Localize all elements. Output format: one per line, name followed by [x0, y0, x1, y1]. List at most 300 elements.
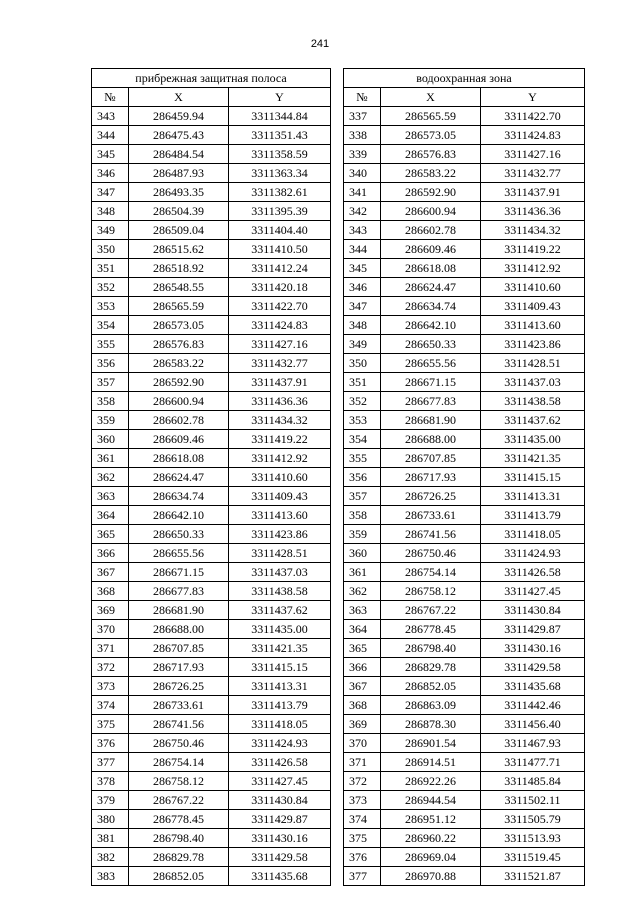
point-number-cell: 347 [344, 297, 381, 316]
y-coordinate-cell: 3311420.18 [229, 278, 331, 297]
y-coordinate-cell: 3311519.45 [481, 848, 585, 867]
y-coordinate-cell: 3311419.22 [481, 240, 585, 259]
page-number: 241 [310, 38, 330, 50]
x-coordinate-cell: 286681.90 [381, 411, 481, 430]
point-number-cell: 340 [344, 164, 381, 183]
table-row [344, 183, 585, 202]
table-title-row [344, 69, 585, 88]
y-coordinate-cell: 3311413.31 [229, 677, 331, 696]
table-row [92, 183, 331, 202]
x-coordinate-cell: 286733.61 [129, 696, 229, 715]
x-coordinate-cell: 286922.26 [381, 772, 481, 791]
point-number-cell: 352 [344, 392, 381, 411]
x-coordinate-cell: 286750.46 [381, 544, 481, 563]
x-coordinate-cell: 286583.22 [381, 164, 481, 183]
point-number-cell: 349 [92, 221, 129, 240]
table-row [344, 107, 585, 126]
table-row [344, 696, 585, 715]
table-row [92, 696, 331, 715]
y-coordinate-cell: 3311404.40 [229, 221, 331, 240]
y-coordinate-cell: 3311434.32 [229, 411, 331, 430]
table-row [344, 829, 585, 848]
point-number-cell: 371 [92, 639, 129, 658]
x-coordinate-cell: 286650.33 [129, 525, 229, 544]
point-number-cell: 344 [344, 240, 381, 259]
y-coordinate-cell: 3311422.70 [481, 107, 585, 126]
x-coordinate-cell: 286504.39 [129, 202, 229, 221]
x-coordinate-cell: 286717.93 [129, 658, 229, 677]
point-number-cell: 358 [92, 392, 129, 411]
x-coordinate-cell: 286624.47 [381, 278, 481, 297]
x-coordinate-cell: 286493.35 [129, 183, 229, 202]
y-coordinate-cell: 3311477.71 [481, 753, 585, 772]
y-coordinate-cell: 3311435.68 [229, 867, 331, 886]
table-row [344, 620, 585, 639]
x-coordinate-cell: 286863.09 [381, 696, 481, 715]
table-row [92, 278, 331, 297]
point-number-cell: 351 [344, 373, 381, 392]
x-coordinate-cell: 286573.05 [129, 316, 229, 335]
y-coordinate-cell: 3311413.60 [481, 316, 585, 335]
y-coordinate-cell: 3311427.45 [481, 582, 585, 601]
x-coordinate-cell: 286642.10 [129, 506, 229, 525]
x-coordinate-cell: 286573.05 [381, 126, 481, 145]
point-number-cell: 364 [344, 620, 381, 639]
point-number-cell: 338 [344, 126, 381, 145]
x-coordinate-cell: 286592.90 [381, 183, 481, 202]
point-number-cell: 339 [344, 145, 381, 164]
x-coordinate-cell: 286707.85 [381, 449, 481, 468]
table-row [344, 582, 585, 601]
table-row [92, 392, 331, 411]
x-coordinate-cell: 286677.83 [381, 392, 481, 411]
table-row [344, 411, 585, 430]
table-row [344, 677, 585, 696]
x-coordinate-cell: 286671.15 [129, 563, 229, 582]
table-row [92, 563, 331, 582]
point-number-cell: 345 [344, 259, 381, 278]
point-number-cell: 378 [92, 772, 129, 791]
y-coordinate-cell: 3311423.86 [481, 335, 585, 354]
x-coordinate-cell: 286650.33 [381, 335, 481, 354]
x-coordinate-cell: 286509.04 [129, 221, 229, 240]
point-number-cell: 356 [344, 468, 381, 487]
table-row [92, 373, 331, 392]
point-number-cell: 350 [344, 354, 381, 373]
y-coordinate-cell: 3311421.35 [481, 449, 585, 468]
table-row [92, 601, 331, 620]
x-coordinate-cell: 286565.59 [381, 107, 481, 126]
x-coordinate-cell: 286767.22 [129, 791, 229, 810]
x-coordinate-cell: 286969.04 [381, 848, 481, 867]
point-number-cell: 353 [92, 297, 129, 316]
table-row [344, 335, 585, 354]
x-coordinate-cell: 286576.83 [381, 145, 481, 164]
point-number-cell: 358 [344, 506, 381, 525]
y-coordinate-cell: 3311430.84 [481, 601, 585, 620]
table-row [344, 506, 585, 525]
table-row [344, 145, 585, 164]
x-coordinate-cell: 286655.56 [129, 544, 229, 563]
table-header-row [92, 88, 331, 107]
point-number-cell: 380 [92, 810, 129, 829]
table-row [344, 259, 585, 278]
x-coordinate-cell: 286778.45 [129, 810, 229, 829]
table-row [92, 354, 331, 373]
table-row [92, 164, 331, 183]
y-coordinate-cell: 3311415.15 [481, 468, 585, 487]
point-number-cell: 368 [344, 696, 381, 715]
y-coordinate-cell: 3311502.11 [481, 791, 585, 810]
point-number-cell: 363 [344, 601, 381, 620]
point-number-cell: 361 [92, 449, 129, 468]
point-number-cell: 354 [344, 430, 381, 449]
point-number-cell: 359 [344, 525, 381, 544]
y-coordinate-cell: 3311505.79 [481, 810, 585, 829]
point-number-cell: 375 [92, 715, 129, 734]
table-row [344, 164, 585, 183]
table-row [92, 677, 331, 696]
x-coordinate-cell: 286717.93 [381, 468, 481, 487]
x-coordinate-cell: 286600.94 [381, 202, 481, 221]
y-coordinate-cell: 3311430.16 [481, 639, 585, 658]
table-row [344, 297, 585, 316]
point-number-cell: 351 [92, 259, 129, 278]
table-row [344, 373, 585, 392]
point-number-cell: 360 [344, 544, 381, 563]
y-coordinate-cell: 3311410.60 [481, 278, 585, 297]
y-coordinate-cell: 3311430.16 [229, 829, 331, 848]
column-header-number: № [344, 88, 381, 107]
y-coordinate-cell: 3311467.93 [481, 734, 585, 753]
x-coordinate-cell: 286707.85 [129, 639, 229, 658]
point-number-cell: 383 [92, 867, 129, 886]
x-coordinate-cell: 286688.00 [381, 430, 481, 449]
table-row [344, 487, 585, 506]
point-number-cell: 381 [92, 829, 129, 848]
x-coordinate-cell: 286852.05 [129, 867, 229, 886]
y-coordinate-cell: 3311437.62 [229, 601, 331, 620]
table-row [344, 430, 585, 449]
table-row [92, 810, 331, 829]
y-coordinate-cell: 3311344.84 [229, 107, 331, 126]
table-row [344, 202, 585, 221]
y-coordinate-cell: 3311410.60 [229, 468, 331, 487]
table-row [344, 316, 585, 335]
point-number-cell: 366 [344, 658, 381, 677]
x-coordinate-cell: 286754.14 [381, 563, 481, 582]
column-header-x: X [381, 88, 481, 107]
table-row [344, 354, 585, 373]
point-number-cell: 344 [92, 126, 129, 145]
y-coordinate-cell: 3311437.91 [229, 373, 331, 392]
y-coordinate-cell: 3311424.93 [229, 734, 331, 753]
x-coordinate-cell: 286741.56 [381, 525, 481, 544]
table-row [92, 202, 331, 221]
table-row [344, 734, 585, 753]
water-protection-zone-table [343, 68, 585, 886]
table-row [344, 753, 585, 772]
x-coordinate-cell: 286518.92 [129, 259, 229, 278]
x-coordinate-cell: 286767.22 [381, 601, 481, 620]
point-number-cell: 346 [92, 164, 129, 183]
table-row [92, 297, 331, 316]
y-coordinate-cell: 3311429.87 [229, 810, 331, 829]
table-row [92, 468, 331, 487]
y-coordinate-cell: 3311438.58 [229, 582, 331, 601]
y-coordinate-cell: 3311426.58 [229, 753, 331, 772]
table-row [92, 221, 331, 240]
x-coordinate-cell: 286459.94 [129, 107, 229, 126]
x-coordinate-cell: 286624.47 [129, 468, 229, 487]
table-row [344, 772, 585, 791]
x-coordinate-cell: 286798.40 [129, 829, 229, 848]
y-coordinate-cell: 3311434.32 [481, 221, 585, 240]
x-coordinate-cell: 286688.00 [129, 620, 229, 639]
x-coordinate-cell: 286798.40 [381, 639, 481, 658]
table-row [344, 639, 585, 658]
table-row [92, 107, 331, 126]
x-coordinate-cell: 286726.25 [129, 677, 229, 696]
x-coordinate-cell: 286733.61 [381, 506, 481, 525]
point-number-cell: 382 [92, 848, 129, 867]
y-coordinate-cell: 3311410.50 [229, 240, 331, 259]
x-coordinate-cell: 286487.93 [129, 164, 229, 183]
x-coordinate-cell: 286642.10 [381, 316, 481, 335]
y-coordinate-cell: 3311424.83 [481, 126, 585, 145]
point-number-cell: 368 [92, 582, 129, 601]
table-row [92, 259, 331, 278]
y-coordinate-cell: 3311427.16 [481, 145, 585, 164]
y-coordinate-cell: 3311409.43 [481, 297, 585, 316]
point-number-cell: 369 [92, 601, 129, 620]
x-coordinate-cell: 286634.74 [129, 487, 229, 506]
table-row [344, 867, 585, 886]
x-coordinate-cell: 286878.30 [381, 715, 481, 734]
y-coordinate-cell: 3311422.70 [229, 297, 331, 316]
y-coordinate-cell: 3311427.16 [229, 335, 331, 354]
table-row [92, 715, 331, 734]
point-number-cell: 361 [344, 563, 381, 582]
point-number-cell: 352 [92, 278, 129, 297]
point-number-cell: 347 [92, 183, 129, 202]
x-coordinate-cell: 286548.55 [129, 278, 229, 297]
y-coordinate-cell: 3311429.58 [481, 658, 585, 677]
x-coordinate-cell: 286592.90 [129, 373, 229, 392]
table-title-row [92, 69, 331, 88]
y-coordinate-cell: 3311485.84 [481, 772, 585, 791]
table-row [92, 145, 331, 164]
y-coordinate-cell: 3311382.61 [229, 183, 331, 202]
y-coordinate-cell: 3311430.84 [229, 791, 331, 810]
y-coordinate-cell: 3311424.83 [229, 316, 331, 335]
x-coordinate-cell: 286901.54 [381, 734, 481, 753]
table-row [92, 544, 331, 563]
y-coordinate-cell: 3311413.60 [229, 506, 331, 525]
table-row [92, 411, 331, 430]
x-coordinate-cell: 286970.88 [381, 867, 481, 886]
y-coordinate-cell: 3311421.35 [229, 639, 331, 658]
point-number-cell: 375 [344, 829, 381, 848]
table-row [92, 867, 331, 886]
point-number-cell: 373 [344, 791, 381, 810]
point-number-cell: 345 [92, 145, 129, 164]
table-row [344, 563, 585, 582]
table-row [92, 240, 331, 259]
x-coordinate-cell: 286750.46 [129, 734, 229, 753]
table-row [344, 240, 585, 259]
point-number-cell: 370 [344, 734, 381, 753]
table-row [344, 468, 585, 487]
table-row [92, 582, 331, 601]
x-coordinate-cell: 286602.78 [129, 411, 229, 430]
x-coordinate-cell: 286914.51 [381, 753, 481, 772]
table-row [344, 658, 585, 677]
point-number-cell: 355 [92, 335, 129, 354]
y-coordinate-cell: 3311442.46 [481, 696, 585, 715]
y-coordinate-cell: 3311413.79 [229, 696, 331, 715]
x-coordinate-cell: 286671.15 [381, 373, 481, 392]
x-coordinate-cell: 286960.22 [381, 829, 481, 848]
point-number-cell: 376 [92, 734, 129, 753]
table-row [92, 791, 331, 810]
x-coordinate-cell: 286618.08 [381, 259, 481, 278]
point-number-cell: 366 [92, 544, 129, 563]
column-header-y: Y [229, 88, 331, 107]
table-row [344, 126, 585, 145]
table-row [92, 126, 331, 145]
point-number-cell: 342 [344, 202, 381, 221]
point-number-cell: 349 [344, 335, 381, 354]
table-title: водоохранная зона [344, 69, 585, 88]
y-coordinate-cell: 3311438.58 [481, 392, 585, 411]
y-coordinate-cell: 3311412.92 [229, 449, 331, 468]
x-coordinate-cell: 286609.46 [129, 430, 229, 449]
point-number-cell: 365 [344, 639, 381, 658]
point-number-cell: 357 [92, 373, 129, 392]
point-number-cell: 367 [92, 563, 129, 582]
y-coordinate-cell: 3311427.45 [229, 772, 331, 791]
x-coordinate-cell: 286515.62 [129, 240, 229, 259]
x-coordinate-cell: 286852.05 [381, 677, 481, 696]
point-number-cell: 348 [344, 316, 381, 335]
x-coordinate-cell: 286677.83 [129, 582, 229, 601]
point-number-cell: 365 [92, 525, 129, 544]
point-number-cell: 377 [344, 867, 381, 886]
y-coordinate-cell: 3311426.58 [481, 563, 585, 582]
table-row [344, 791, 585, 810]
x-coordinate-cell: 286609.46 [381, 240, 481, 259]
point-number-cell: 356 [92, 354, 129, 373]
table-row [92, 658, 331, 677]
x-coordinate-cell: 286951.12 [381, 810, 481, 829]
y-coordinate-cell: 3311437.91 [481, 183, 585, 202]
point-number-cell: 359 [92, 411, 129, 430]
point-number-cell: 376 [344, 848, 381, 867]
point-number-cell: 372 [344, 772, 381, 791]
table-row [92, 487, 331, 506]
table-row [344, 449, 585, 468]
y-coordinate-cell: 3311413.79 [481, 506, 585, 525]
y-coordinate-cell: 3311435.00 [481, 430, 585, 449]
table-row [92, 848, 331, 867]
y-coordinate-cell: 3311432.77 [229, 354, 331, 373]
point-number-cell: 343 [344, 221, 381, 240]
y-coordinate-cell: 3311435.00 [229, 620, 331, 639]
table-row [344, 221, 585, 240]
x-coordinate-cell: 286655.56 [381, 354, 481, 373]
y-coordinate-cell: 3311351.43 [229, 126, 331, 145]
point-number-cell: 369 [344, 715, 381, 734]
x-coordinate-cell: 286741.56 [129, 715, 229, 734]
column-header-y: Y [481, 88, 585, 107]
point-number-cell: 374 [344, 810, 381, 829]
table-row [92, 449, 331, 468]
x-coordinate-cell: 286944.54 [381, 791, 481, 810]
y-coordinate-cell: 3311428.51 [481, 354, 585, 373]
x-coordinate-cell: 286681.90 [129, 601, 229, 620]
point-number-cell: 363 [92, 487, 129, 506]
x-coordinate-cell: 286829.78 [381, 658, 481, 677]
y-coordinate-cell: 3311435.68 [481, 677, 585, 696]
point-number-cell: 364 [92, 506, 129, 525]
table-row [344, 848, 585, 867]
table-row [92, 772, 331, 791]
point-number-cell: 354 [92, 316, 129, 335]
table-row [92, 506, 331, 525]
point-number-cell: 341 [344, 183, 381, 202]
y-coordinate-cell: 3311456.40 [481, 715, 585, 734]
point-number-cell: 343 [92, 107, 129, 126]
column-header-number: № [92, 88, 129, 107]
x-coordinate-cell: 286618.08 [129, 449, 229, 468]
point-number-cell: 337 [344, 107, 381, 126]
y-coordinate-cell: 3311363.34 [229, 164, 331, 183]
y-coordinate-cell: 3311423.86 [229, 525, 331, 544]
y-coordinate-cell: 3311513.93 [481, 829, 585, 848]
table-row [92, 620, 331, 639]
point-number-cell: 353 [344, 411, 381, 430]
y-coordinate-cell: 3311358.59 [229, 145, 331, 164]
y-coordinate-cell: 3311432.77 [481, 164, 585, 183]
point-number-cell: 350 [92, 240, 129, 259]
y-coordinate-cell: 3311424.93 [481, 544, 585, 563]
point-number-cell: 355 [344, 449, 381, 468]
table-header-row [344, 88, 585, 107]
y-coordinate-cell: 3311429.87 [481, 620, 585, 639]
table-row [344, 278, 585, 297]
x-coordinate-cell: 286565.59 [129, 297, 229, 316]
y-coordinate-cell: 3311418.05 [481, 525, 585, 544]
x-coordinate-cell: 286778.45 [381, 620, 481, 639]
table-row [92, 335, 331, 354]
point-number-cell: 377 [92, 753, 129, 772]
x-coordinate-cell: 286484.54 [129, 145, 229, 164]
table-row [92, 753, 331, 772]
x-coordinate-cell: 286475.43 [129, 126, 229, 145]
y-coordinate-cell: 3311412.24 [229, 259, 331, 278]
point-number-cell: 373 [92, 677, 129, 696]
point-number-cell: 371 [344, 753, 381, 772]
table-row [92, 734, 331, 753]
table-row [92, 430, 331, 449]
table-row [92, 316, 331, 335]
point-number-cell: 372 [92, 658, 129, 677]
table-title: прибрежная защитная полоса [92, 69, 331, 88]
x-coordinate-cell: 286726.25 [381, 487, 481, 506]
x-coordinate-cell: 286758.12 [381, 582, 481, 601]
table-row [344, 525, 585, 544]
